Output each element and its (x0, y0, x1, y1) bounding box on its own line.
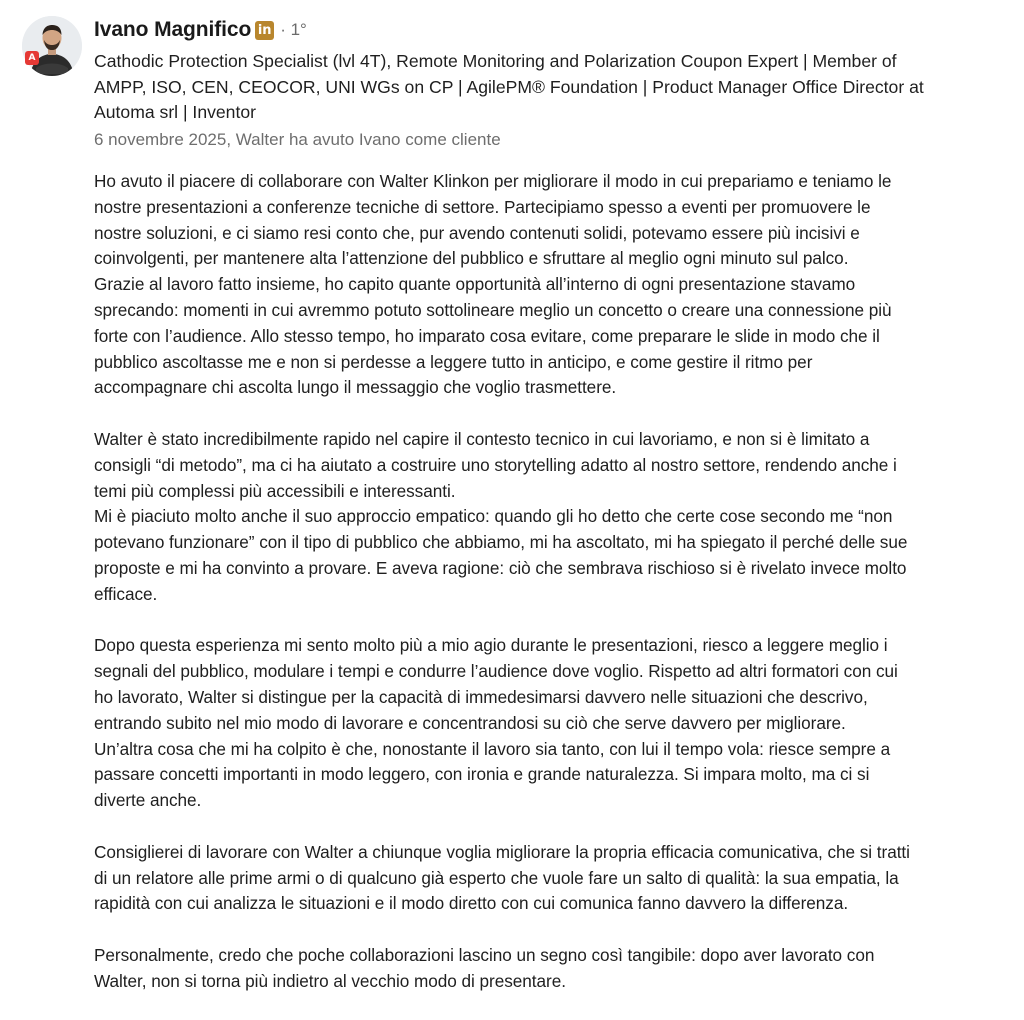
headline-line: Automa srl | Inventor (94, 102, 257, 122)
text-line: potevano funzionare” con il tipo di pubblico che abbiamo, mi ha ascoltato, mi ha spiegato il perché delle sue (94, 532, 908, 553)
text-line: Ho avuto il piacere di collaborare con Walter Klinkon per migliorare il modo in cui prepariamo e teniamo le (94, 171, 892, 191)
paragraph (94, 840, 1012, 917)
text-line: nostre soluzioni, e ci siamo resi conto che, pur avendo contenuti solidi, potevamo essere più incisivi e (94, 222, 860, 243)
name-row (94, 14, 994, 46)
text-line: passare concetti importanti in modo leggero, con ironia e grande naturalezza. Si impara molto, ma ci si (94, 764, 870, 785)
text-line: proposte e mi ha convinto a provare. E aveva ragione: ciò che sembrava rischioso si è rivelato invece molto (94, 557, 907, 578)
recommendation-text (94, 169, 1012, 1020)
paragraph (94, 943, 1012, 995)
author-headline (94, 49, 974, 126)
paragraph (94, 633, 1012, 814)
text-line: rapidità con cui analizza le situazioni e il modo diretto con cui comunica fanno davvero la differenza. (94, 893, 849, 914)
text-line: Dopo questa esperienza mi sento molto più a mio agio durante le presentazioni, riesco a leggere meglio i (94, 635, 888, 656)
headline-line: Cathodic Protection Specialist (lvl 4T), Remote Monitoring and Polarization Coupon Expert | Member of (94, 51, 897, 71)
text-line: entrando subito nel mio modo di lavorare e concentrandosi su ciò che serve davvero per migliorare. (94, 712, 846, 733)
text-line: Personalmente, credo che poche collaborazioni lascino un segno così tangibile: dopo aver lavorato con (94, 944, 875, 965)
text-line: Un’altra cosa che mi ha colpito è che, nonostante il lavoro sia tanto, con lui il tempo vola: riesce sempre a (94, 738, 891, 759)
text-line: Consiglierei di lavorare con Walter a chiunque voglia migliorare la propria efficacia comunicativa, che si tratti (94, 841, 910, 862)
text-line: sprecando: momenti in cui avremmo potuto sottolineare meglio un concetto o creare una connessione più (94, 299, 892, 320)
text-line: coinvolgenti, per mantenere alta l’attenzione del pubblico e sfruttare al meglio ogni minuto sul palco. (94, 248, 849, 269)
headline-line: AMPP, ISO, CEN, CEOCOR, UNI WGs on CP | AgilePM® Foundation | Product Manager Office Director at (94, 76, 924, 97)
author-header (94, 14, 994, 153)
text-line: pubblico ascoltasse me e non si perdesse a leggere tutto in anticipo, e come gestire il ritmo per (94, 351, 813, 372)
text-line: nostre presentazioni a conferenze tecniche di settore. Partecipiamo spesso a eventi per promuovere le (94, 196, 871, 217)
avatar[interactable] (22, 16, 82, 76)
text-line: Walter, non si torna più indietro al vecchio modo di presentare. (94, 970, 566, 991)
text-line: Mi è piaciuto molto anche il suo approccio empatico: quando gli ho detto che certe cose secondo me “non (94, 506, 893, 527)
text-line: Grazie al lavoro fatto insieme, ho capito quante opportunità all’interno di ogni presentazione stavamo (94, 274, 856, 295)
text-line: forte con l’audience. Allo stesso tempo, ho imparato cosa evitare, come preparare le slide in modo che il (94, 325, 880, 346)
paragraph (94, 169, 1012, 401)
text-line: ho lavorato, Walter si distingue per la capacità di immedesimarsi davvero nelle situazioni che descrivo, (94, 686, 868, 707)
connection-degree: · 1° (280, 20, 307, 39)
text-line: Walter è stato incredibilmente rapido nel capire il contesto tecnico in cui lavoriamo, e non si è limitato a (94, 428, 870, 449)
recommendation-meta: 6 novembre 2025, Walter ha avuto Ivano come cliente (94, 129, 501, 149)
text-line: di un relatore alle prime armi o di qualcuno già esperto che vuole fare un salto di qualità: la sua empatia, la (94, 867, 899, 888)
profile-photo (22, 16, 82, 76)
text-line: segnali del pubblico, modulare i tempi e condurre l’audience dove voglio. Rispetto ad altri formatori con cui (94, 661, 898, 682)
text-line: consigli “di metodo”, ma ci ha aiutato a costruire uno storytelling adatto al nostro settore, rendendo anche i (94, 454, 897, 475)
author-name[interactable]: Ivano Magnifico (94, 18, 252, 41)
text-line: accompagnare chi ascolta lungo il messaggio che voglio trasmettere. (94, 377, 617, 398)
linkedin-premium-icon: in (255, 21, 274, 40)
text-line: temi più complessi più accessibili e interessanti. (94, 480, 456, 501)
company-badge-icon: A (25, 51, 39, 65)
text-line: efficace. (94, 583, 158, 604)
text-line: diverte anche. (94, 790, 202, 811)
paragraph (94, 427, 1012, 608)
